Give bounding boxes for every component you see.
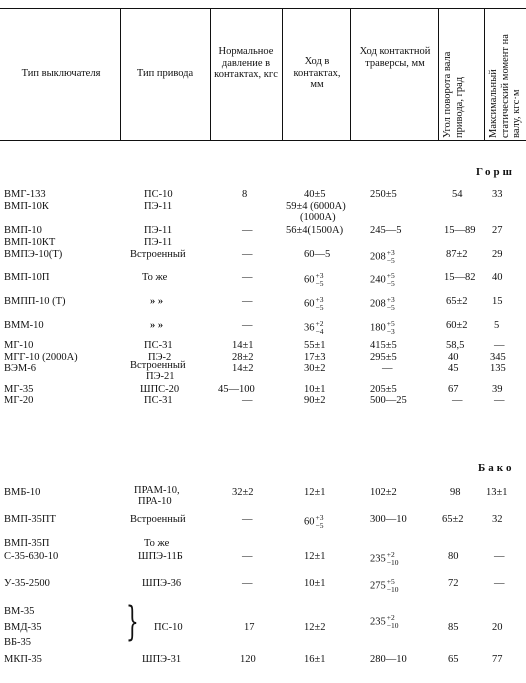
- drive-type: Встроенный: [130, 514, 186, 525]
- traverse-value: 245—5: [370, 225, 402, 236]
- pressure-value: 28±2: [232, 352, 254, 363]
- drive-type: ПРАМ-10,: [134, 485, 180, 496]
- traverse-base: 180: [370, 322, 386, 334]
- traverse-value: 415±5: [370, 340, 397, 351]
- tolerance: [387, 614, 399, 630]
- section-title-first: Горш: [476, 166, 515, 178]
- traverse-value: —: [382, 363, 393, 374]
- moment-value: 13±1: [486, 487, 508, 498]
- header-travel-contacts: Ход в контактах, мм: [293, 56, 341, 90]
- switch-name: ВМГ-133: [4, 189, 46, 200]
- travel-value: (1000А): [300, 212, 336, 223]
- header-angle: Угол поворота вала привода, град: [442, 51, 465, 138]
- tolerance-upper: +2: [386, 550, 395, 559]
- tolerance-lower: −5: [386, 256, 395, 265]
- tolerance: [387, 320, 395, 336]
- column-divider: [120, 8, 121, 140]
- tolerance-lower: −5: [315, 303, 324, 312]
- travel-value: 55±1: [304, 340, 326, 351]
- traverse-value: 300—10: [370, 514, 407, 525]
- drive-type: ПЭ-21: [146, 371, 175, 382]
- drive-type: ШПС-20: [140, 384, 180, 395]
- traverse-base: 208: [370, 251, 386, 263]
- moment-value: 5: [494, 320, 500, 331]
- tolerance: [387, 272, 395, 288]
- tolerance: [387, 578, 399, 594]
- angle-value: 40: [448, 352, 459, 363]
- switch-name: ВМП-35ПТ: [4, 514, 56, 525]
- header-drive-type: Тип привода: [136, 68, 194, 79]
- tolerance-lower: −10: [386, 621, 399, 630]
- switch-name: ВЭМ-6: [4, 363, 37, 374]
- pressure-value: 8: [242, 189, 248, 200]
- switch-name: МГ-20: [4, 395, 34, 406]
- tolerance-upper: +3: [315, 295, 324, 304]
- traverse-value: 205±5: [370, 384, 397, 395]
- moment-value: 20: [492, 622, 503, 633]
- travel-value: 12±1: [304, 487, 326, 498]
- travel-value: 10±1: [304, 578, 326, 589]
- pressure-value: —: [242, 249, 253, 260]
- moment-value: 29: [492, 249, 503, 260]
- pressure-value: 120: [240, 654, 256, 665]
- traverse-value: [370, 249, 395, 265]
- moment-value: —: [494, 340, 505, 351]
- column-divider: [350, 8, 351, 140]
- header-travel-traverse: Ход контактной траверсы, мм: [359, 46, 431, 69]
- tolerance-upper: +3: [315, 513, 324, 522]
- traverse-base: 235: [370, 616, 386, 628]
- pressure-value: 45—100: [218, 384, 255, 395]
- traverse-value: 250±5: [370, 189, 397, 200]
- tolerance-lower: −10: [386, 585, 399, 594]
- column-divider: [210, 8, 211, 140]
- angle-value: 72: [448, 578, 459, 589]
- drive-type: Встроенный: [130, 249, 186, 260]
- moment-value: 39: [492, 384, 503, 395]
- traverse-value: [370, 320, 395, 336]
- angle-value: 54: [452, 189, 463, 200]
- pressure-value: —: [242, 578, 253, 589]
- drive-type: ПС-10: [154, 622, 183, 633]
- traverse-value: 500—25: [370, 395, 407, 406]
- travel-base: 60: [304, 516, 315, 528]
- switch-name: ВМ-35: [4, 606, 35, 617]
- travel-value: [304, 514, 323, 530]
- angle-value: 85: [448, 622, 459, 633]
- moment-value: —: [494, 551, 505, 562]
- tolerance: [316, 296, 324, 312]
- column-divider: [484, 8, 485, 140]
- travel-value: 59±4 (6000А): [286, 201, 346, 212]
- moment-value: 32: [492, 514, 503, 525]
- pressure-value: —: [242, 272, 253, 283]
- traverse-base: 235: [370, 553, 386, 565]
- moment-value: 77: [492, 654, 503, 665]
- pressure-value: 17: [244, 622, 255, 633]
- switch-name: ВМД-35: [4, 622, 42, 633]
- angle-value: 65: [448, 654, 459, 665]
- switch-name: МГГ-10 (2000А): [4, 352, 78, 363]
- tolerance: [387, 551, 399, 567]
- tolerance-lower: −4: [315, 327, 324, 336]
- moment-value: 135: [490, 363, 506, 374]
- tolerance: [316, 320, 324, 336]
- tolerance-upper: +3: [386, 295, 395, 304]
- travel-base: 36: [304, 322, 315, 334]
- switch-name: ВМПП-10 (Т): [4, 296, 66, 307]
- angle-value: 15—82: [444, 272, 476, 283]
- drive-type: ПС-31: [144, 340, 173, 351]
- tolerance-upper: +2: [386, 613, 395, 622]
- drive-type: ПЭ-2: [148, 352, 172, 363]
- tolerance: [387, 296, 395, 312]
- header-pressure: Нормальное давление в контактах, кгс: [214, 46, 278, 80]
- drive-type: ШПЭ-31: [142, 654, 182, 665]
- tolerance-lower: −5: [315, 521, 324, 530]
- moment-value: 27: [492, 225, 503, 236]
- angle-value: 80: [448, 551, 459, 562]
- tolerance-lower: −10: [386, 558, 399, 567]
- angle-value: 98: [450, 487, 461, 498]
- drive-type: ПЭ-11: [144, 201, 173, 212]
- angle-value: 45: [448, 363, 459, 374]
- switch-name: ВМП-10КТ: [4, 237, 56, 248]
- angle-value: 15—89: [444, 225, 476, 236]
- section-title-second: Бако: [478, 462, 515, 474]
- traverse-value: [370, 578, 398, 594]
- tolerance-lower: −5: [386, 303, 395, 312]
- drive-type: » »: [150, 296, 164, 307]
- tolerance: [316, 272, 324, 288]
- switch-name: ВМП-10: [4, 225, 42, 236]
- travel-value: 40±5: [304, 189, 326, 200]
- travel-value: [304, 320, 323, 336]
- switch-name: МГ-10: [4, 340, 34, 351]
- switch-name: ВМП-10К: [4, 201, 49, 212]
- switch-name: С-35-630-10: [4, 551, 59, 562]
- moment-value: —: [494, 578, 505, 589]
- switch-name: У-35-2500: [4, 578, 50, 589]
- moment-value: 33: [492, 189, 503, 200]
- travel-value: 10±1: [304, 384, 326, 395]
- travel-base: 60: [304, 298, 315, 310]
- drive-type: » »: [150, 320, 164, 331]
- moment-value: 40: [492, 272, 503, 283]
- switch-name: МГ-35: [4, 384, 34, 395]
- pressure-value: 14±2: [232, 363, 254, 374]
- pressure-value: 32±2: [232, 487, 254, 498]
- travel-value: 16±1: [304, 654, 326, 665]
- pressure-value: —: [242, 296, 253, 307]
- travel-value: 60—5: [304, 249, 331, 260]
- traverse-value: 295±5: [370, 352, 397, 363]
- drive-type: То же: [142, 272, 168, 283]
- pressure-value: —: [242, 395, 253, 406]
- drive-type: ПЭ-11: [144, 225, 173, 236]
- tolerance: [316, 514, 324, 530]
- header-top-rule: [0, 8, 526, 9]
- traverse-value: [370, 614, 398, 630]
- travel-value: 30±2: [304, 363, 326, 374]
- travel-value: [304, 296, 323, 312]
- traverse-value: 280—10: [370, 654, 407, 665]
- tolerance: [387, 249, 395, 265]
- traverse-base: 275: [370, 580, 386, 592]
- switch-name: ВМП-10П: [4, 272, 50, 283]
- pressure-value: —: [242, 514, 253, 525]
- travel-value: 90±2: [304, 395, 326, 406]
- tolerance-upper: +5: [386, 577, 395, 586]
- angle-value: 58,5: [446, 340, 465, 351]
- drive-type: ПС-31: [144, 395, 173, 406]
- drive-type: Встроенный: [130, 360, 186, 371]
- moment-value: 345: [490, 352, 506, 363]
- tolerance-upper: +3: [315, 271, 324, 280]
- traverse-value: [370, 272, 395, 288]
- column-divider: [282, 8, 283, 140]
- moment-value: 15: [492, 296, 503, 307]
- angle-value: 65±2: [446, 296, 468, 307]
- travel-value: 56±4(1500А): [286, 225, 344, 236]
- traverse-value: 102±2: [370, 487, 397, 498]
- traverse-base: 208: [370, 298, 386, 310]
- angle-value: 87±2: [446, 249, 468, 260]
- pressure-value: —: [242, 225, 253, 236]
- column-divider: [438, 8, 439, 140]
- tolerance-upper: +5: [386, 271, 395, 280]
- pressure-value: 14±1: [232, 340, 254, 351]
- pressure-value: —: [242, 551, 253, 562]
- travel-value: 17±3: [304, 352, 326, 363]
- tolerance-lower: −3: [386, 327, 395, 336]
- drive-type: ПС-10: [144, 189, 173, 200]
- drive-type: ПРА-10: [138, 496, 172, 507]
- grouping-brace: }: [126, 599, 139, 645]
- traverse-value: [370, 551, 398, 567]
- pressure-value: —: [242, 320, 253, 331]
- tolerance-lower: −5: [315, 279, 324, 288]
- switch-name: ВБ-35: [4, 637, 32, 648]
- tolerance-upper: +5: [386, 319, 395, 328]
- drive-type: ПЭ-11: [144, 237, 173, 248]
- angle-value: —: [452, 395, 463, 406]
- switch-name: ВМПЭ-10(Т): [4, 249, 63, 260]
- drive-type: То же: [144, 538, 170, 549]
- tolerance-lower: −5: [386, 279, 395, 288]
- tolerance-upper: +3: [386, 248, 395, 257]
- traverse-value: [370, 296, 395, 312]
- travel-value: 12±1: [304, 551, 326, 562]
- angle-value: 67: [448, 384, 459, 395]
- travel-value: 12±2: [304, 622, 326, 633]
- switch-name: МКП-35: [4, 654, 42, 665]
- angle-value: 65±2: [442, 514, 464, 525]
- switch-name: ВМБ-10: [4, 487, 41, 498]
- header-switch-type: Тип выключателя: [21, 68, 101, 79]
- travel-value: [304, 272, 323, 288]
- switch-name: ВММ-10: [4, 320, 44, 331]
- drive-type: ШПЭ-36: [142, 578, 182, 589]
- drive-type: ШПЭ-11Б: [138, 551, 183, 562]
- tolerance-upper: +2: [315, 319, 324, 328]
- travel-base: 60: [304, 274, 315, 286]
- angle-value: 60±2: [446, 320, 468, 331]
- header-moment: Максимальный статический момент на валу, кгс·м: [488, 34, 522, 138]
- header-bottom-rule: [0, 140, 526, 141]
- moment-value: —: [494, 395, 505, 406]
- switch-name: ВМП-35П: [4, 538, 50, 549]
- traverse-base: 240: [370, 274, 386, 286]
